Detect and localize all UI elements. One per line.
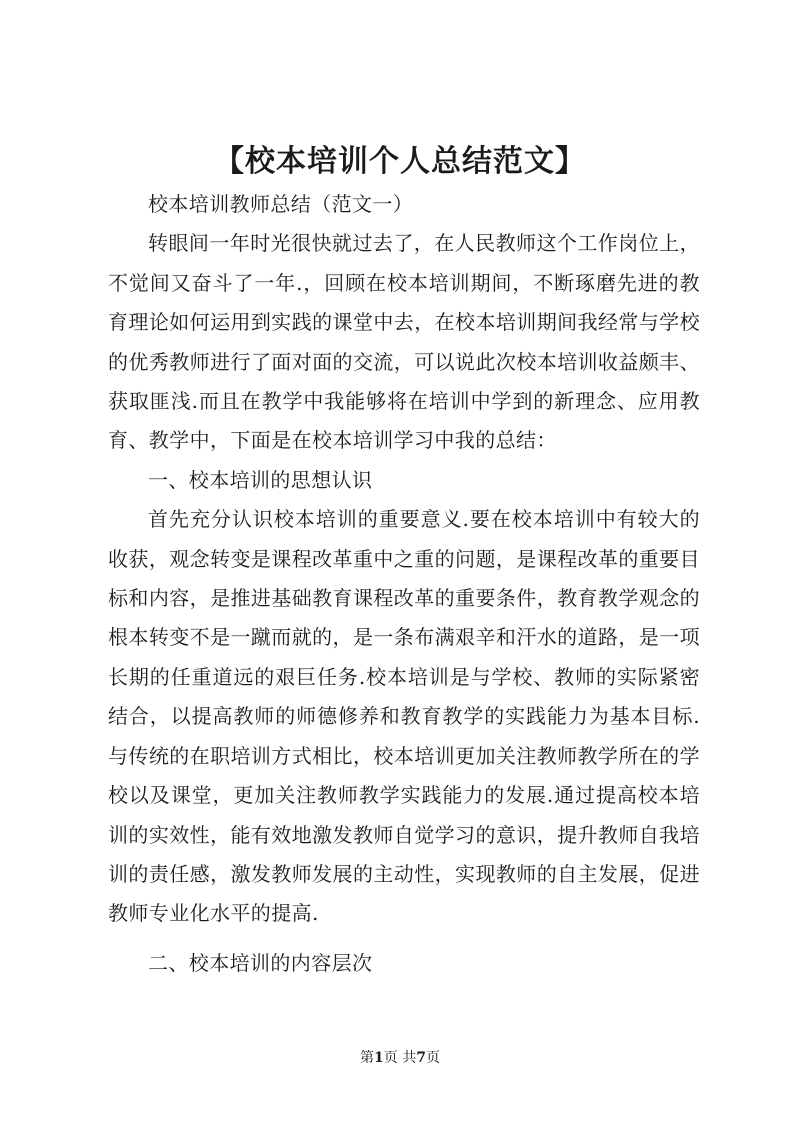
document-body xyxy=(108,185,700,983)
section-heading-2: 二、校本培训的内容层次 xyxy=(148,950,373,975)
section-heading-1: 一、校本培训的思想认识 xyxy=(148,467,373,492)
subtitle-paragraph: 校本培训教师总结（范文一） xyxy=(148,192,414,216)
footer-prefix: 第 xyxy=(360,1050,375,1066)
footer-total-pages: 7 xyxy=(416,1050,426,1066)
footer-mid: 页 共 xyxy=(383,1050,417,1066)
intro-paragraph: 转眼间一年时光很快就过去了，在人民教师这个工作岗位上，不觉间又奋斗了一年.，回顾在校本培训期间，不断琢磨先进的教育理论如何运用到实践的课堂中去，在校本培训期间我经常与学校的优秀教师进行了面对面的交流，可以说此次校本培训收益颇丰、获取匪浅.而且在教学中我能够将在培训中学到的新理念、应用教育、教学中，下面是在校本培训学习中我的总结： xyxy=(108,231,700,453)
footer-suffix: 页 xyxy=(425,1050,440,1066)
page-footer xyxy=(0,1048,800,1068)
section-1-paragraph: 首先充分认识校本培训的重要意义.要在校本培训中有较大的收获，观念转变是课程改革重中之重的问题，是课程改革的重要目标和内容，是推进基础教育课程改革的重要条件，教育教学观念的根本转变不是一蹴而就的，是一条布满艰辛和汗水的道路，是一项长期的任重道远的艰巨任务.校本培训是与学校、教师的实际紧密结合，以提高教师的师德修养和教育教学的实践能力为基本目标.与传统的在职培训方式相比，校本培训更加关注教师教学所在的学校以及课堂，更加关注教师教学实践能力的发展.通过提高校本培训的实效性，能有效地激发教师自觉学习的意识，提升教师自我培训的责任感，激发教师发展的主动性，实现教师的自主发展，促进教师专业化水平的提高. xyxy=(108,507,700,926)
document-title: 【校本培训个人总结范文】 xyxy=(214,144,586,179)
footer-page-number: 1 xyxy=(374,1050,384,1066)
